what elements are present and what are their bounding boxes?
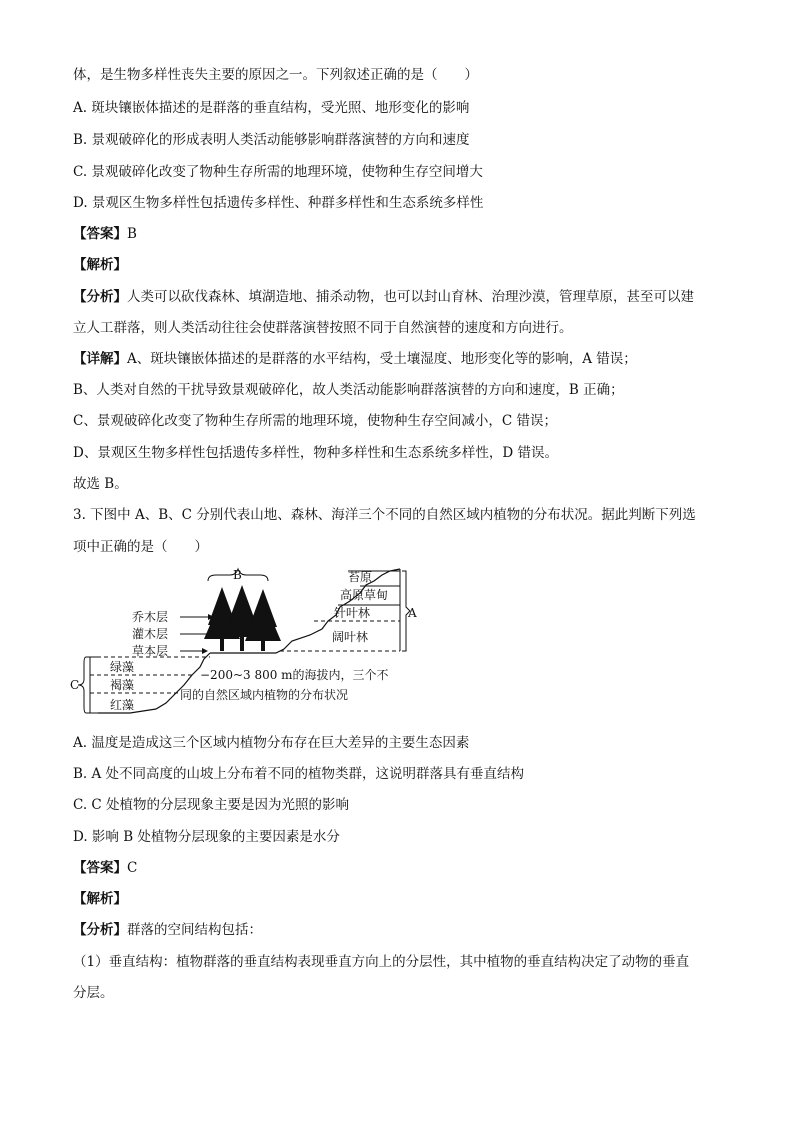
- answer-value: C: [127, 860, 138, 876]
- sea-left-edge: [90, 657, 98, 713]
- zone-conifer: 针叶林: [334, 606, 371, 620]
- answer-tag: 【答案】: [73, 860, 127, 876]
- q3-stem-line1: 3. 下图中 A、B、C 分别代表山地、森林、海洋三个不同的自然区域内植物的分布状况。据此判断下列选: [73, 507, 696, 523]
- sea-zone-red: 红藻: [110, 698, 135, 712]
- detail-text: A、斑块镶嵌体描述的是群落的水平结构，受土壤湿度、地形变化等的影响，A 错误；: [127, 351, 637, 367]
- layer-qiaomu: 乔木层: [132, 610, 169, 624]
- q3-point1-line2: 分层。: [73, 985, 114, 1001]
- zone-meadow: 高原草甸: [340, 588, 389, 602]
- sea-zone-green: 绿藻: [110, 660, 135, 674]
- q2-detail-line1: [73, 350, 637, 368]
- q2-answer: [73, 225, 137, 243]
- fenxi-tag: 【分析】: [73, 289, 127, 305]
- zone-broadleaf: 阔叶林: [332, 630, 369, 644]
- q3-option-d: D. 影响 B 处植物分层现象的主要因素是水分: [73, 829, 340, 845]
- q2-conclusion: 故选 B。: [73, 476, 128, 492]
- q2-detail-line4: D、景观区生物多样性包括遗传多样性，物种多样性和生态系统多样性，D 错误。: [73, 445, 558, 461]
- q3-answer: [73, 859, 137, 877]
- q2-fenxi-line1: [73, 288, 694, 306]
- figure-label-a: A: [408, 606, 417, 620]
- figure-label-c: C: [70, 678, 80, 692]
- fenxi-tag: 【分析】: [73, 922, 127, 938]
- detail-tag: 【详解】: [73, 351, 127, 367]
- figure-label-b: B: [233, 568, 242, 582]
- q2-detail-line2: B、人类对自然的干扰导致景观破碎化，故人类活动能影响群落演替的方向和速度，B 正确；: [73, 382, 624, 398]
- q3-point1-line1: （1）垂直结构：植物群落的垂直结构表现垂直方向上的分层性，其中植物的垂直结构决定了动物的垂直: [73, 954, 690, 970]
- bracket-c: [78, 657, 90, 713]
- arrowhead-caoben: [202, 648, 208, 654]
- analysis-tag: 【解析】: [73, 257, 127, 273]
- q2-option-c: C. 景观破碎化改变了物种生存所需的地理环境，使物种生存空间增大: [73, 164, 483, 180]
- fenxi-text: 人类可以砍伐森林、填湖造地、捕杀动物，也可以封山育林、治理沙漠，管理草原，甚至可以建: [127, 289, 694, 305]
- answer-value: B: [127, 226, 137, 242]
- q3-option-a: A. 温度是造成这三个区域内植物分布存在巨大差异的主要生态因素: [73, 735, 470, 751]
- analysis-tag: 【解析】: [73, 891, 127, 907]
- figure-caption-line2: 同的自然区域内植物的分布状况: [180, 688, 349, 702]
- q3-option-b: B. A 处不同高度的山坡上分布着不同的植物类群，这说明群落具有垂直结构: [73, 766, 525, 782]
- q2-option-b: B. 景观破碎化的形成表明人类活动能够影响群落演替的方向和速度: [73, 132, 470, 148]
- figure-caption-line1: −200~3 800 m的海拔内，三个不: [200, 668, 389, 682]
- q2-stem-tail: 体，是生物多样性丧失主要的原因之一。下列叙述正确的是（ ）: [73, 67, 478, 83]
- q3-option-c: C. C 处植物的分层现象主要是因为光照的影响: [73, 797, 350, 813]
- layer-guanmu: 灌木层: [132, 627, 169, 641]
- vegetation-distribution-figure: [70, 563, 420, 721]
- fenxi-text: 群落的空间结构包括：: [127, 922, 262, 938]
- q2-option-d: D. 景观区生物多样性包括遗传多样性、种群多样性和生态系统多样性: [73, 195, 484, 211]
- q2-analysis-tag: [73, 256, 127, 274]
- layer-caoben: 草本层: [132, 644, 169, 658]
- sea-zone-brown: 褐藻: [110, 678, 135, 692]
- q3-fenxi: [73, 921, 262, 939]
- q3-analysis-tag: [73, 890, 127, 908]
- q2-option-a: A. 斑块镶嵌体描述的是群落的垂直结构，受光照、地形变化的影响: [73, 100, 470, 116]
- q2-detail-line3: C、景观破碎化改变了物种生存所需的地理环境，使物种生存空间减小，C 错误；: [73, 413, 557, 429]
- q3-stem-line2: 项中正确的是（ ）: [73, 539, 208, 555]
- q2-fenxi-line2: 立人工群落，则人类活动往往会使群落演替按照不同于自然演替的速度和方向进行。: [73, 320, 573, 336]
- zone-tundra: 苔原: [348, 570, 373, 584]
- answer-tag: 【答案】: [73, 226, 127, 242]
